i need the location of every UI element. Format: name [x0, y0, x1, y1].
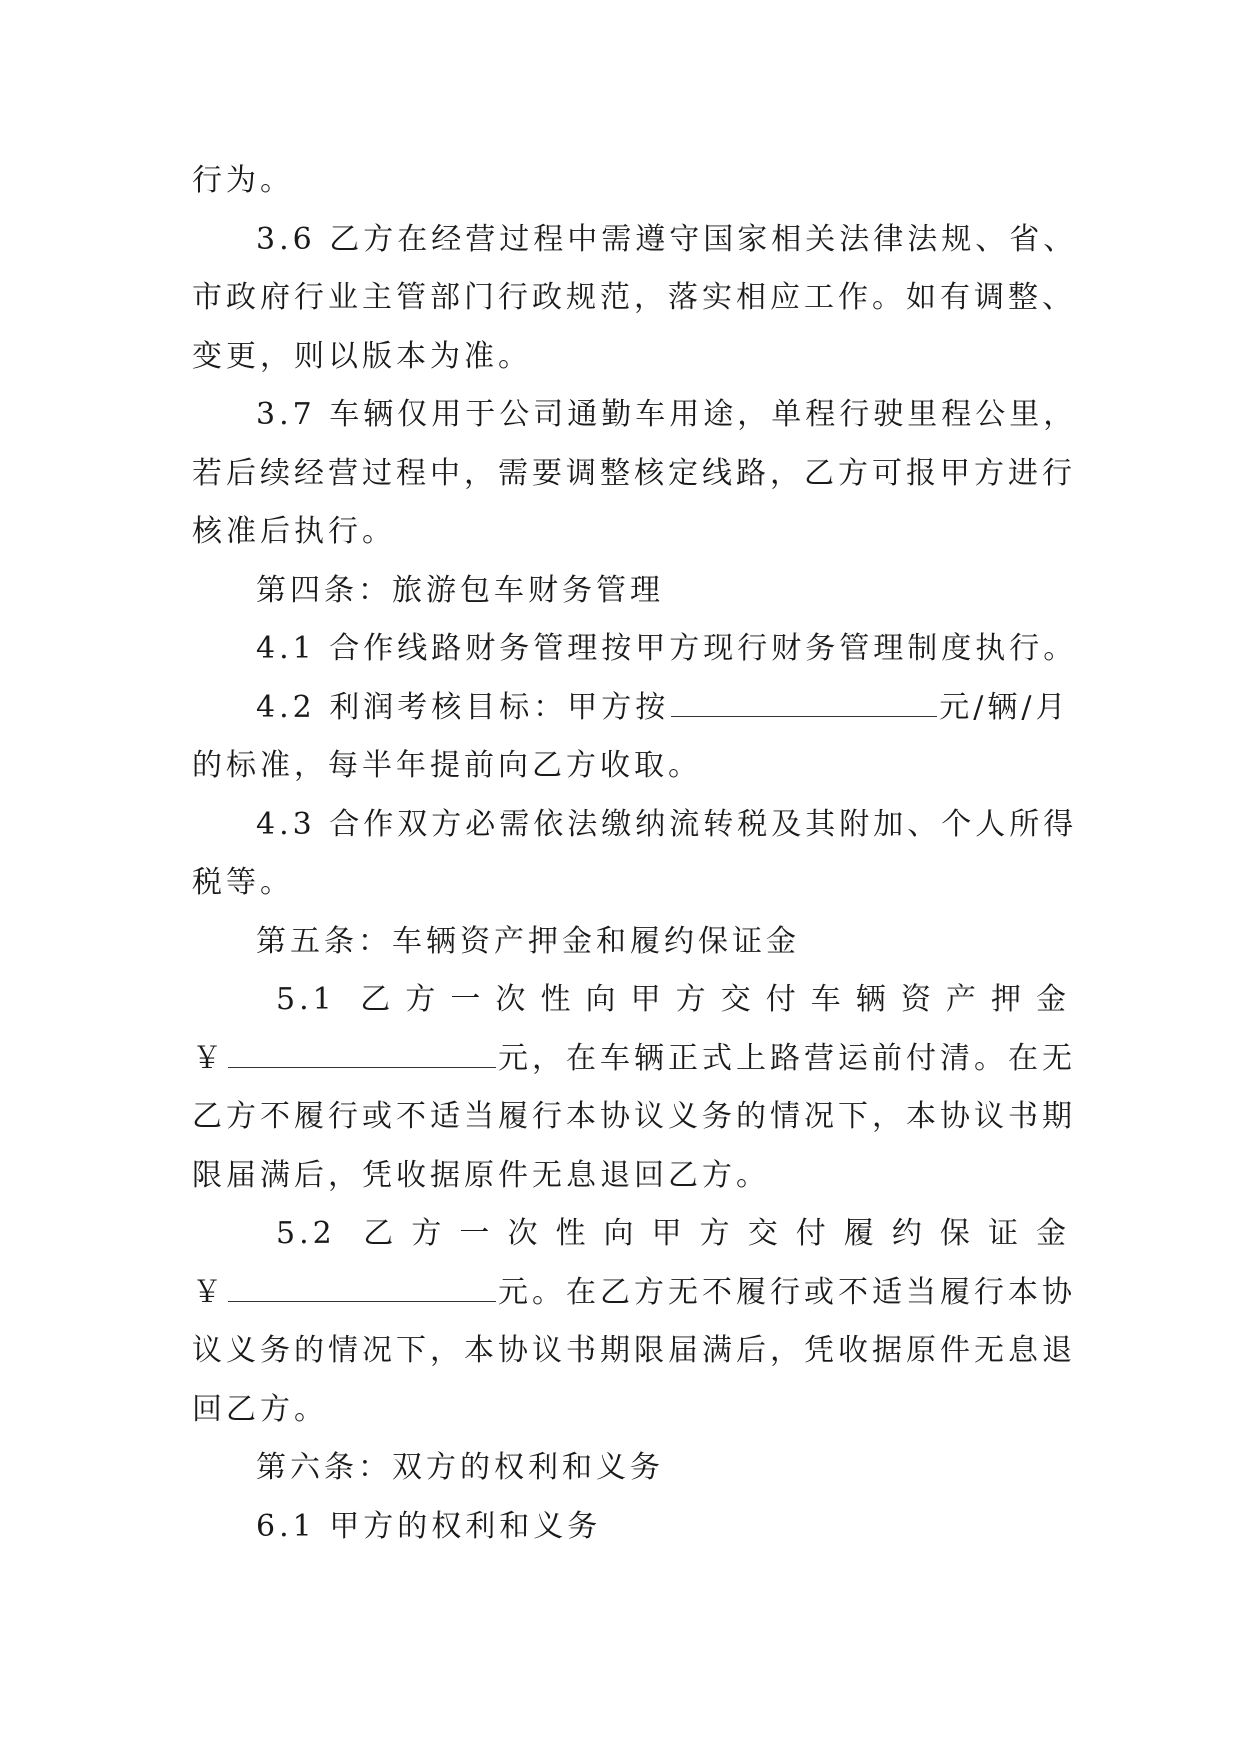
clause-3-6-line: 3.6 乙方在经营过程中需遵守国家相关法律法规、省、 — [256, 221, 1078, 257]
deposit-amount-blank — [228, 1039, 496, 1068]
guarantee-amount-line — [192, 1264, 1076, 1323]
clause-5-1-line: 5.1 乙方一次性向甲方交付车辆资产押金 — [276, 982, 1070, 1017]
text-line: 核准后执行。 — [192, 514, 396, 549]
clause-4-2-suffix: 元/辆/月 — [939, 689, 1070, 725]
text-line: 议义务的情况下，本协议书期限届满后，凭收据原件无息退 — [192, 1333, 1076, 1368]
currency-symbol: ￥ — [192, 1040, 226, 1076]
currency-symbol: ￥ — [192, 1274, 226, 1310]
clause-3-7-line: 3.7 车辆仅用于公司通勤车用途，单程行驶里程公里， — [256, 397, 1078, 432]
document-page — [192, 152, 1078, 1556]
clause-4-2-line — [192, 679, 1070, 738]
text-line: 乙方不履行或不适当履行本协议义务的情况下，本协议书期 — [192, 1099, 1076, 1134]
clause-5-2-line: 5.2 乙方一次性向甲方交付履约保证金 — [276, 1216, 1070, 1251]
text-line: 回乙方。 — [192, 1391, 328, 1427]
guarantee-amount-suffix: 元。在乙方无不履行或不适当履行本协 — [498, 1274, 1076, 1310]
text-line: 市政府行业主管部门行政规范，落实相应工作。如有调整、 — [192, 280, 1076, 315]
text-line: 变更，则以版本为准。 — [192, 338, 532, 374]
deposit-amount-suffix: 元，在车辆正式上路营运前付清。在无 — [498, 1040, 1076, 1076]
text-line: 税等。 — [192, 865, 294, 900]
profit-target-blank — [671, 688, 937, 717]
article-5-heading: 第五条：车辆资产押金和履约保证金 — [256, 923, 800, 959]
text-line: 行为。 — [192, 163, 294, 198]
article-6-heading: 第六条：双方的权利和义务 — [256, 1450, 664, 1485]
clause-6-1-line: 6.1 甲方的权利和义务 — [256, 1508, 602, 1544]
clause-4-1-line: 4.1 合作线路财务管理按甲方现行财务管理制度执行。 — [256, 631, 1078, 666]
clause-4-3-line: 4.3 合作双方必需依法缴纳流转税及其附加、个人所得 — [256, 806, 1078, 842]
guarantee-amount-blank — [228, 1273, 496, 1302]
article-4-heading: 第四条：旅游包车财务管理 — [256, 572, 664, 608]
text-line: 限届满后，凭收据原件无息退回乙方。 — [192, 1157, 770, 1193]
deposit-amount-line — [192, 1030, 1076, 1089]
clause-4-2-prefix: 4.2 利润考核目标：甲方按 — [256, 689, 670, 725]
text-line: 若后续经营过程中，需要调整核定线路，乙方可报甲方进行 — [192, 455, 1076, 491]
text-line: 的标准，每半年提前向乙方收取。 — [192, 748, 702, 783]
